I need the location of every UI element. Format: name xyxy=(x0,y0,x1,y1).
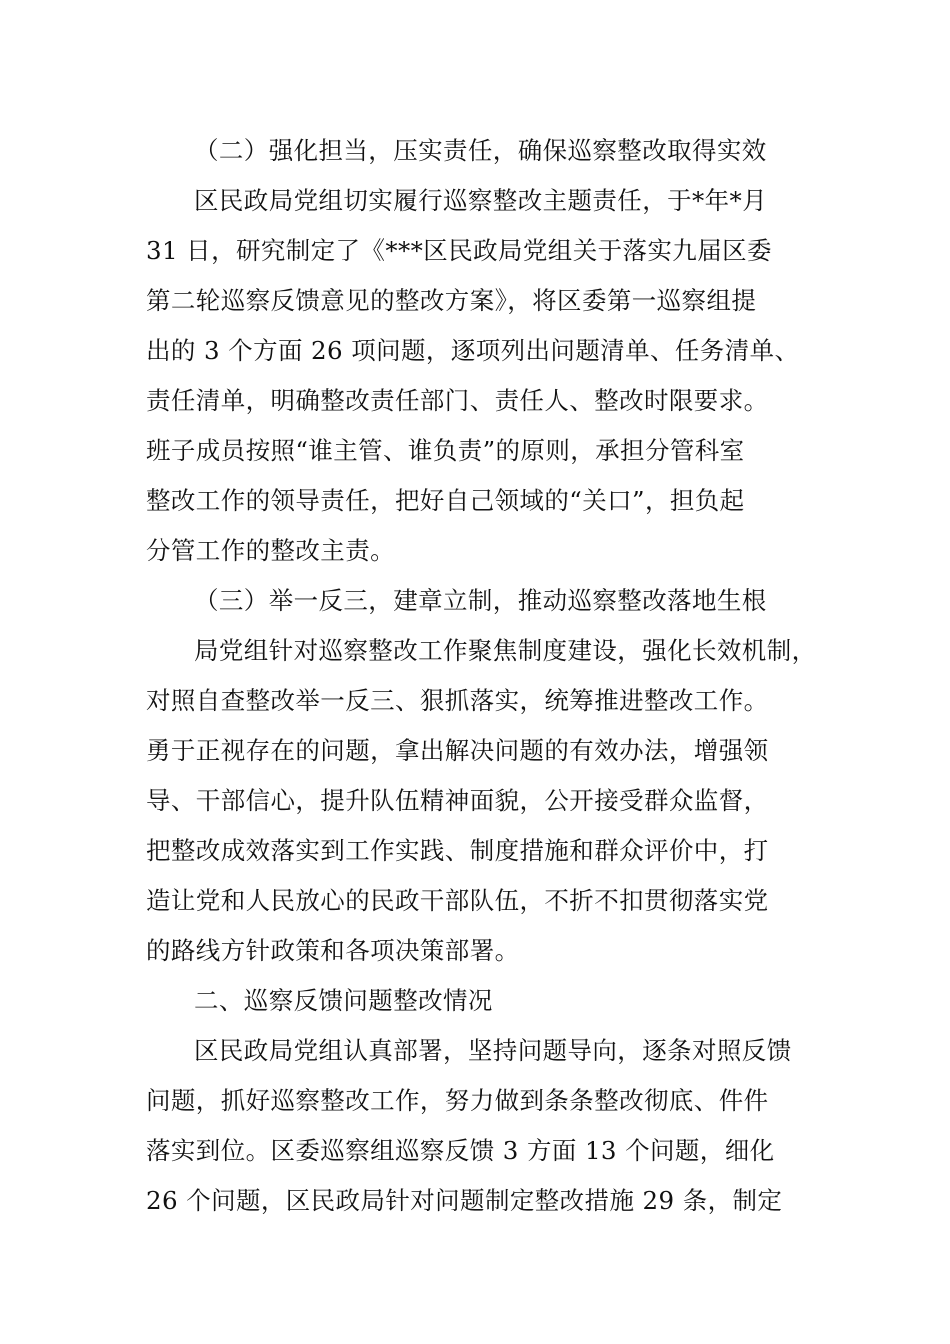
paragraph-line: 问题，抓好巡察整改工作，努力做到条条整改彻底、件件 xyxy=(146,1086,769,1115)
paragraph-line: 局党组针对巡察整改工作聚焦制度建设，强化长效机制， xyxy=(194,636,817,665)
paragraph-line: 区民政局党组认真部署，坚持问题导向，逐条对照反馈 xyxy=(194,1036,792,1065)
paragraph-line: 班子成员按照“谁主管、谁负责”的原则，承担分管科室 xyxy=(146,436,745,465)
paragraph-line: 26 个问题，区民政局针对问题制定整改措施 29 条，制定 xyxy=(146,1186,783,1215)
paragraph-line: 造让党和人民放心的民政干部队伍，不折不扣贯彻落实党 xyxy=(146,886,769,915)
section-heading-3: （三）举一反三，建章立制，推动巡察整改落地生根 xyxy=(194,586,767,615)
section-heading-two: 二、巡察反馈问题整改情况 xyxy=(194,986,493,1015)
paragraph-line: 把整改成效落实到工作实践、制度措施和群众评价中，打 xyxy=(146,836,769,865)
paragraph-line: 整改工作的领导责任，把好自己领域的“关口”，担负起 xyxy=(146,486,745,515)
paragraph-line: 导、干部信心，提升队伍精神面貌，公开接受群众监督， xyxy=(146,786,769,815)
paragraph-line: 落实到位。区委巡察组巡察反馈 3 方面 13 个问题，细化 xyxy=(146,1136,775,1165)
paragraph-line: 责任清单，明确整改责任部门、责任人、整改时限要求。 xyxy=(146,386,769,415)
paragraph-line: 对照自查整改举一反三、狠抓落实，统筹推进整改工作。 xyxy=(146,686,769,715)
paragraph-line: 区民政局党组切实履行巡察整改主题责任，于*年*月 xyxy=(194,186,768,215)
paragraph-line: 出的 3 个方面 26 项问题，逐项列出问题清单、任务清单、 xyxy=(146,336,800,365)
paragraph-line: 31 日，研究制定了《***区民政局党组关于落实九届区委 xyxy=(146,236,772,265)
paragraph-line: 勇于正视存在的问题，拿出解决问题的有效办法，增强领 xyxy=(146,736,769,765)
section-heading-2: （二）强化担当，压实责任，确保巡察整改取得实效 xyxy=(194,136,767,165)
paragraph-line: 的路线方针政策和各项决策部署。 xyxy=(146,936,520,965)
paragraph-line: 分管工作的整改主责。 xyxy=(146,536,395,565)
paragraph-line: 第二轮巡察反馈意见的整改方案》，将区委第一巡察组提 xyxy=(146,286,757,315)
